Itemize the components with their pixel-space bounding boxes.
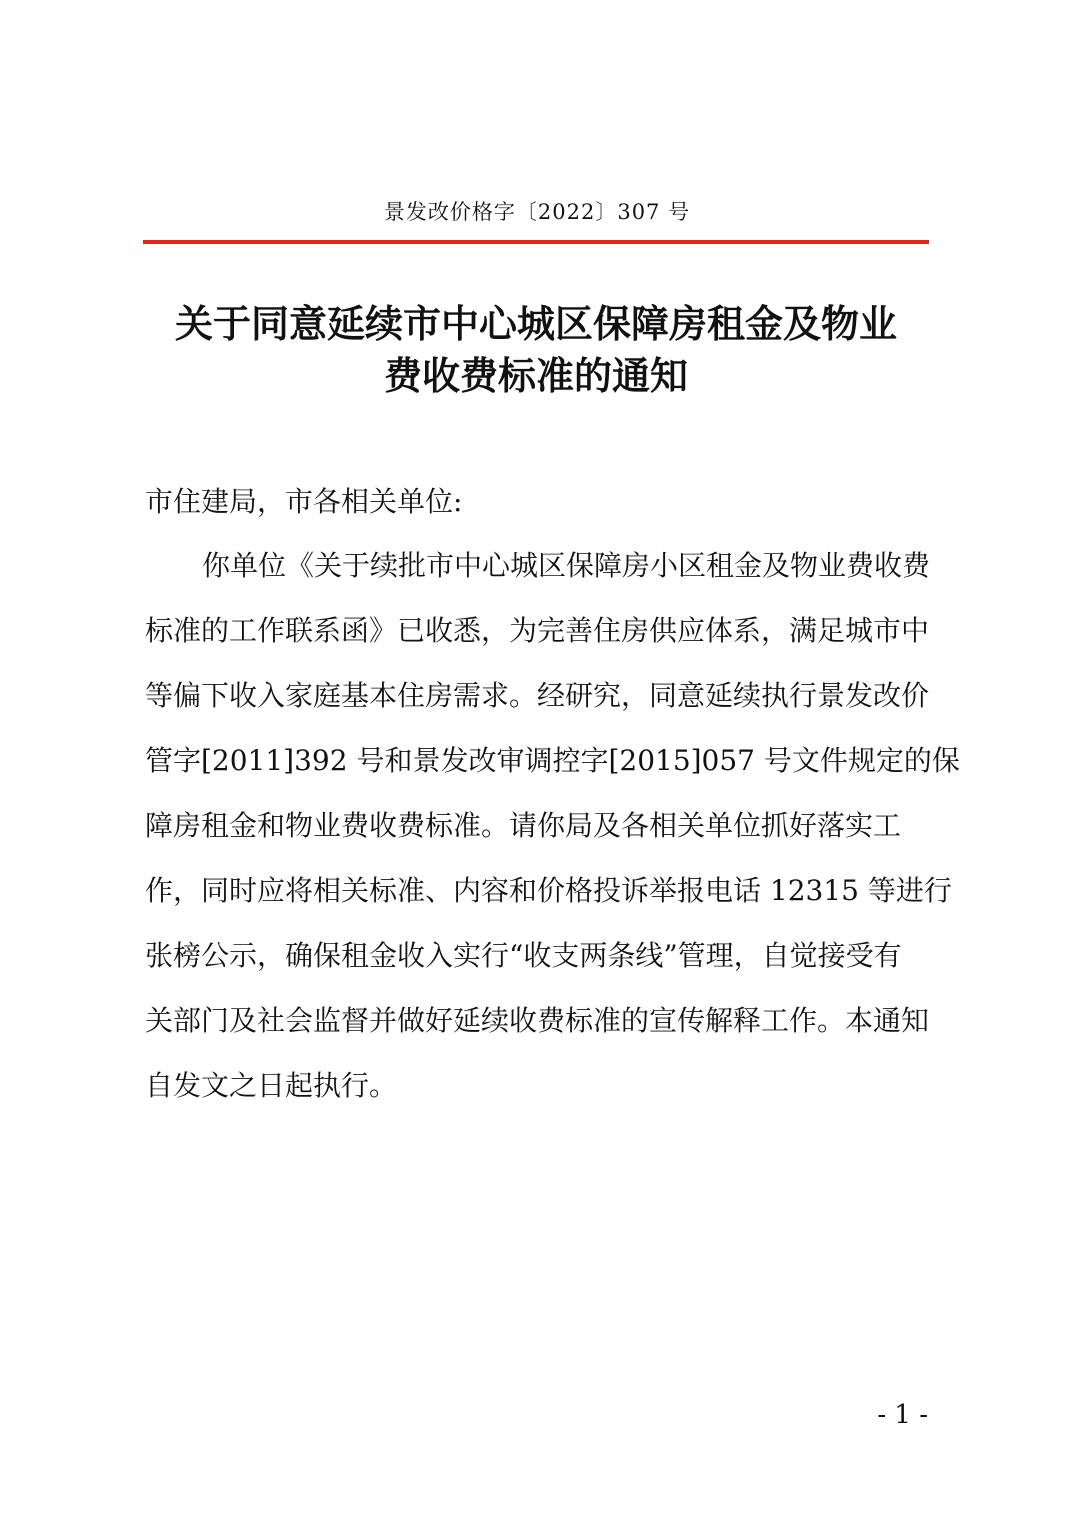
body-line: 关部门及社会监督并做好延续收费标准的宣传解释工作。本通知 [145, 1004, 930, 1037]
title-line-2: 费收费标准的通知 [383, 354, 688, 398]
body-line: 张榜公示，确保租金收入实行“收支两条线”管理，自觉接受有 [145, 939, 902, 972]
document-number: 景发改价格字〔2022〕307 号 [383, 200, 691, 224]
page-number: - 1 - [877, 1400, 928, 1430]
body-line: 障房租金和物业费收费标准。请你局及各相关单位抓好落实工 [145, 809, 902, 842]
body-paragraph [145, 540, 960, 1125]
body-line: 自发文之日起执行。 [145, 1069, 398, 1102]
body-line: 你单位《关于续批市中心城区保障房小区租金及物业费收费 [202, 549, 931, 582]
body-line: 管字[2011]392 号和景发改审调控字[2015]057 号文件规定的保 [145, 744, 960, 777]
body-line: 等偏下收入家庭基本住房需求。经研究，同意延续执行景发改价 [145, 679, 930, 712]
document-title [143, 298, 929, 402]
title-line-1: 关于同意延续市中心城区保障房租金及物业 [174, 302, 897, 346]
red-header-rule [143, 240, 929, 244]
body-line: 作，同时应将相关标准、内容和价格投诉举报电话 12315 等进行 [145, 874, 952, 907]
body-line: 标准的工作联系函》已收悉，为完善住房供应体系，满足城市中 [145, 614, 930, 647]
salutation: 市住建局，市各相关单位: [145, 485, 463, 518]
